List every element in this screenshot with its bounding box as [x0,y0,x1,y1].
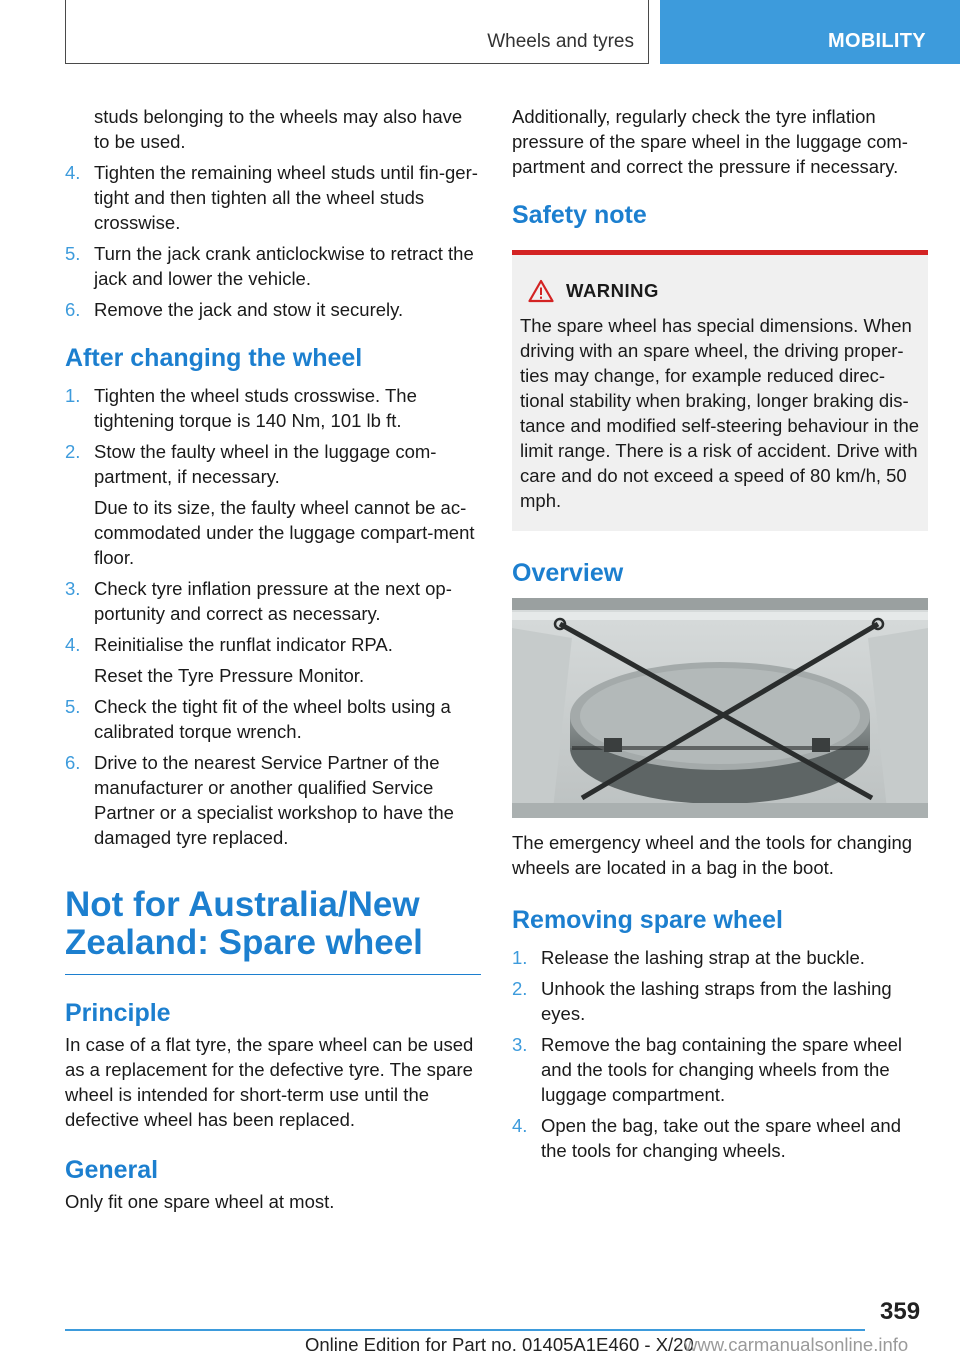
warning-triangle-icon [520,277,566,305]
principle-text: In case of a flat tyre, the spare wheel can be used as a replacement for the defective tyre. The spare wheel is intended for short-term use until the defective wheel has been replaced. [65,1034,474,1130]
list-item [512,1113,928,1163]
step-number: 1. [65,385,81,406]
step-text: Turn the jack crank anticlockwise to retract the jack and lower the vehicle. [94,243,474,289]
step-subtext: Reset the Tyre Pressure Monitor. [94,665,365,686]
section-tab-label: MOBILITY [828,30,926,52]
warning-title: WARNING [566,280,659,301]
footer-watermark: www.carmanualsonline.info [684,1334,909,1355]
step-text: Tighten the remaining wheel studs until fin-ger-tight and then tighten all the wheel studs crosswise. [94,162,478,233]
list-item [65,694,481,744]
header-chapter-box [65,0,649,64]
step-number: 2. [65,441,81,462]
list-item [65,241,481,291]
list-item [512,1032,928,1107]
left-column [65,104,481,1214]
warning-box [512,250,928,531]
list-item [65,160,481,235]
step-number: 6. [65,752,81,773]
general-heading: General [65,1156,159,1184]
warning-header [520,277,920,305]
overview-caption: The emergency wheel and the tools for changing wheels are located in a bag in the boot. [512,832,913,878]
safety-note-heading: Safety note [512,201,647,229]
step-text: Release the lashing strap at the buckle. [541,947,865,968]
step-text: Drive to the nearest Service Partner of the manufacturer or another qualified Service Partner or a specialist workshop to have the damaged tyre replaced. [94,752,454,848]
list-item [65,439,481,570]
step-number: 4. [65,634,81,655]
step-number: 5. [65,243,81,264]
section-tab [660,0,960,64]
step-text: Stow the faulty wheel in the luggage com-partment, if necessary. [94,441,437,487]
step-number: 5. [65,696,81,717]
step-text: Check tyre inflation pressure at the next op-portunity and correct as necessary. [94,578,452,624]
page-number: 359 [880,1298,921,1325]
step-text: Tighten the wheel studs crosswise. The tightening torque is 140 Nm, 101 lb ft. [94,385,417,431]
step-text: Open the bag, take out the spare wheel and the tools for changing wheels. [541,1115,901,1161]
continued-text: studs belonging to the wheels may also have to be used. [94,106,463,152]
step-text: Unhook the lashing straps from the lashing eyes. [541,978,892,1024]
list-item [512,976,928,1026]
step-text: Remove the bag containing the spare wheel and the tools for changing wheels from the luggage compartment. [541,1034,902,1105]
general-text: Only fit one spare wheel at most. [65,1191,335,1212]
spare-wheel-photo [512,598,928,818]
intro-text: Additionally, regularly check the tyre inflation pressure of the spare wheel in the luggage com-partment and correct the pressure if necessary. [512,106,908,177]
main-section-heading: Not for Australia/New Zealand: Spare wheel [65,886,481,975]
step-number: 1. [512,947,528,968]
step-number: 4. [65,162,81,183]
step-number: 3. [512,1034,528,1055]
step-subtext: Due to its size, the faulty wheel cannot be ac-commodated under the luggage compart-ment floor. [94,497,475,568]
list-item [65,297,481,322]
step-number: 6. [65,299,81,320]
steps-list-top [65,160,481,322]
list-item [65,383,481,433]
after-changing-heading: After changing the wheel [65,344,363,372]
step-text: Reinitialise the runflat indicator RPA. [94,634,393,655]
after-steps-list [65,383,481,850]
step-text: Check the tight fit of the wheel bolts using a calibrated torque wrench. [94,696,451,742]
footer-divider [65,1329,865,1331]
list-item [512,945,928,970]
removing-steps-list [512,945,928,1163]
removing-spare-wheel-heading: Removing spare wheel [512,906,783,934]
list-item [65,576,481,626]
step-text: Remove the jack and stow it securely. [94,299,404,320]
overview-heading: Overview [512,559,624,587]
right-column [512,104,928,1169]
chapter-title: Wheels and tyres [487,31,634,52]
warning-text: The spare wheel has special dimensions. When driving with an spare wheel, the driving proper-ties may change, for example reduced direc-tional stability when braking, longer braking dis-tance and modified self-steering behaviour in the limit range. There is a risk of accident. Drive with care and do not exceed a speed of 80 km/h, 50 mph. [520,315,920,511]
step-number: 4. [512,1115,528,1136]
footer-edition: Online Edition for Part no. 01405A1E460 - X/20 [305,1334,694,1355]
list-item [65,632,481,688]
principle-heading: Principle [65,999,171,1027]
list-item [65,750,481,850]
step-number: 2. [512,978,528,999]
step-number: 3. [65,578,81,599]
